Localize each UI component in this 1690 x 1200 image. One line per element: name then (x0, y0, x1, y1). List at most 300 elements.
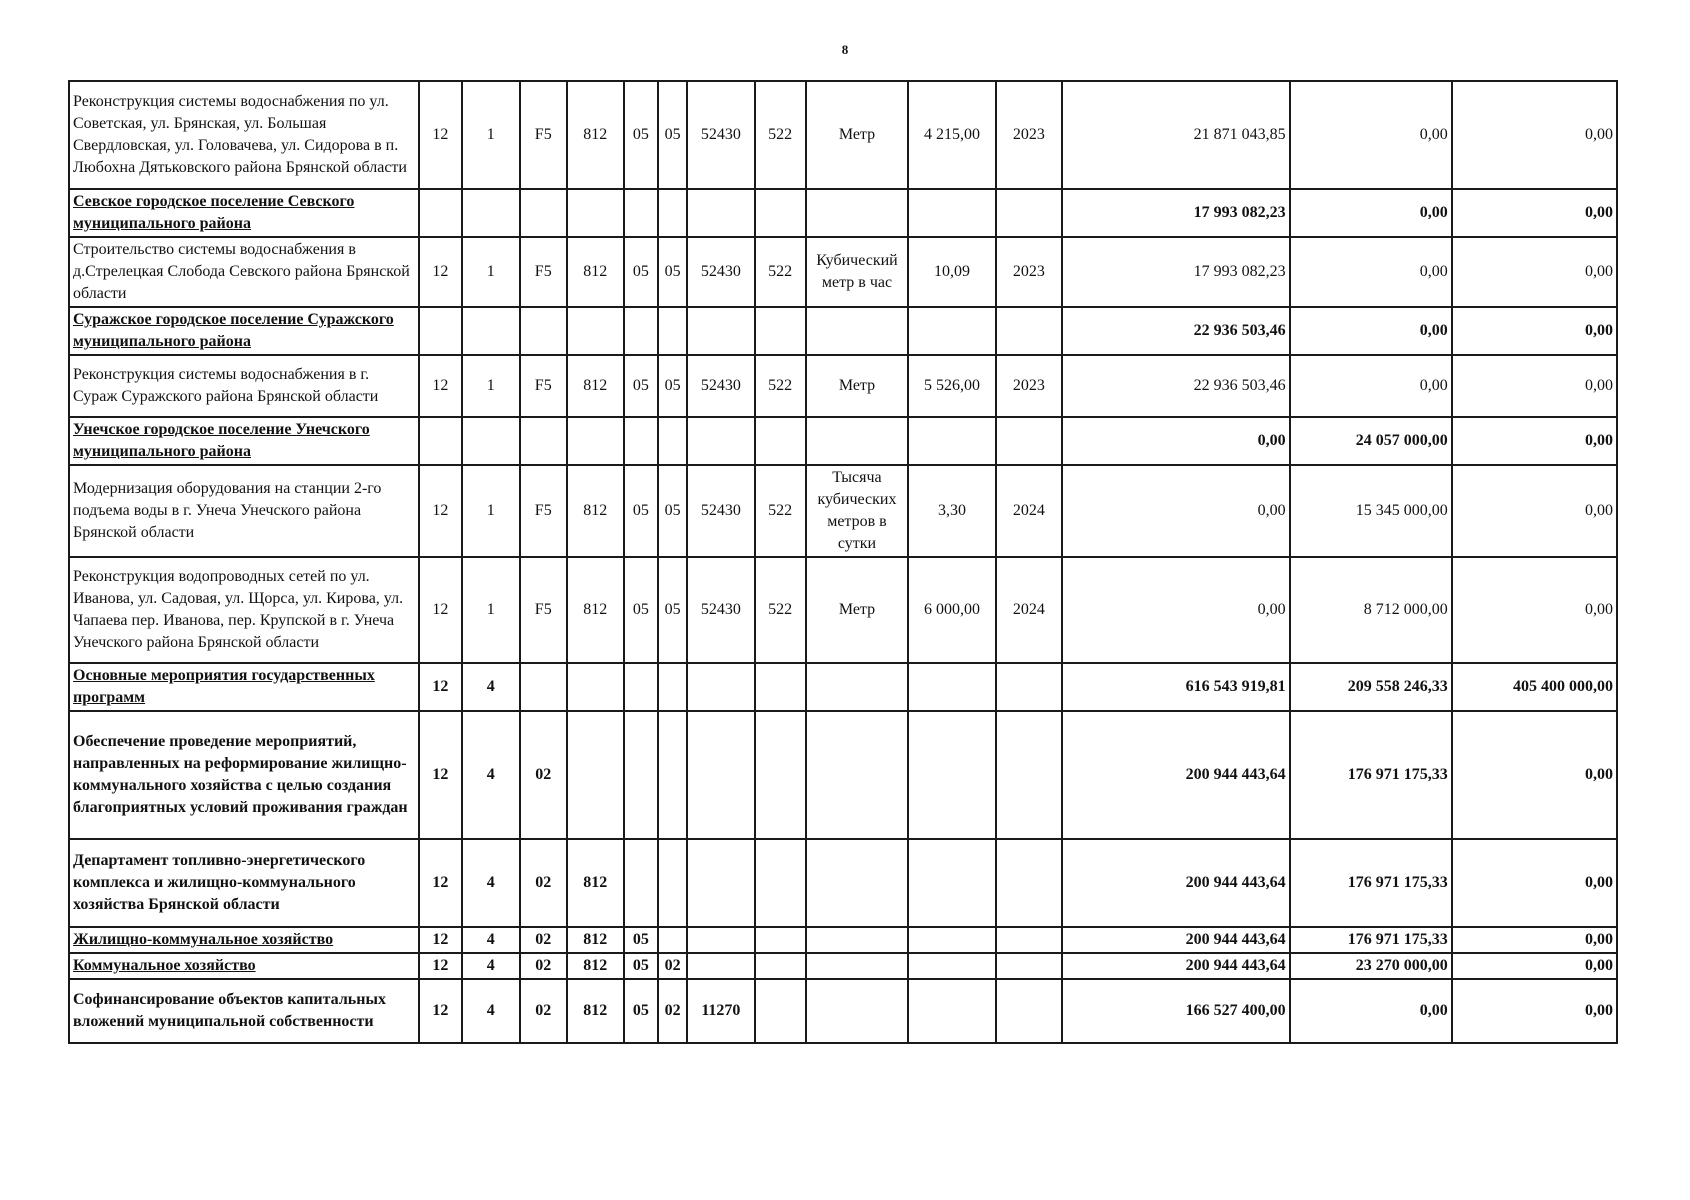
commissioning-year (996, 663, 1062, 711)
amount-2024 (1290, 839, 1452, 927)
row-name-text: Реконструкция водопроводных сетей по ул. Иванова, ул. Садовая, ул. Щорса, ул. Кирова, ул. Чапаева пер. Иванова, пер. Крупской в г. Унеча Унечского района Брянской области (73, 568, 404, 651)
amount-2025 (1452, 355, 1617, 417)
code-event-text: 02 (535, 766, 552, 783)
amount-2023 (1062, 81, 1290, 189)
row-name (69, 979, 419, 1043)
capacity-value (908, 307, 995, 355)
code-event (520, 663, 567, 711)
code-section (624, 711, 658, 839)
code-program-text: 12 (432, 1002, 449, 1019)
code-program-text: 12 (432, 931, 449, 948)
code-expense-type-text: 522 (768, 502, 793, 519)
code-subprogram-text: 1 (486, 126, 495, 143)
code-subprogram-text: 4 (486, 874, 495, 891)
table-row (69, 953, 1617, 979)
code-grbs-text: 812 (583, 377, 608, 394)
code-program-text: 12 (432, 126, 449, 143)
amount-2023 (1062, 189, 1290, 237)
code-section (624, 927, 658, 953)
code-subsection (658, 839, 687, 927)
capacity-value (908, 557, 995, 663)
code-section (624, 839, 658, 927)
code-section-text: 05 (632, 126, 649, 143)
code-subsection (658, 711, 687, 839)
amount-2025 (1452, 189, 1617, 237)
code-direction (687, 953, 755, 979)
capacity-value-text: 5 526,00 (924, 377, 981, 394)
unit-of-measure (806, 711, 909, 839)
commissioning-year (996, 355, 1062, 417)
table-row (69, 465, 1617, 557)
amount-2023-text: 21 871 043,85 (1193, 126, 1286, 143)
row-name (69, 355, 419, 417)
table-row (69, 355, 1617, 417)
code-direction (687, 307, 755, 355)
code-subsection (658, 927, 687, 953)
row-name-text: Строительство системы водоснабжения в д.Стрелецкая Слобода Севского района Брянской области (73, 241, 410, 302)
table-row (69, 839, 1617, 927)
row-name-text: Департамент топливно-энергетического комплекса и жилищно-коммунального хозяйства Брянской области (73, 852, 366, 913)
code-program (419, 81, 462, 189)
commissioning-year (996, 417, 1062, 465)
capacity-value (908, 711, 995, 839)
amount-2023 (1062, 417, 1290, 465)
code-event (520, 839, 567, 927)
table-row (69, 557, 1617, 663)
table-row (69, 927, 1617, 953)
table-row (69, 81, 1617, 189)
amount-2024-text: 176 971 175,33 (1347, 766, 1448, 783)
code-subprogram (462, 663, 520, 711)
amount-2023 (1062, 307, 1290, 355)
capacity-value (908, 663, 995, 711)
code-expense-type (755, 465, 806, 557)
unit-of-measure (806, 953, 909, 979)
code-event-text: 02 (535, 874, 552, 891)
code-program (419, 839, 462, 927)
commissioning-year (996, 953, 1062, 979)
amount-2025 (1452, 711, 1617, 839)
amount-2024 (1290, 307, 1452, 355)
code-program (419, 465, 462, 557)
code-expense-type (755, 663, 806, 711)
amount-2023-text: 200 944 443,64 (1185, 957, 1286, 974)
code-program-text: 12 (432, 766, 449, 783)
code-grbs-text: 812 (583, 502, 608, 519)
code-subprogram-text: 1 (486, 601, 495, 618)
amount-2023 (1062, 237, 1290, 307)
code-subprogram (462, 237, 520, 307)
code-direction (687, 81, 755, 189)
amount-2025-text: 405 400 000,00 (1513, 678, 1613, 695)
amount-2025 (1452, 979, 1617, 1043)
amount-2023-text: 166 527 400,00 (1185, 1002, 1286, 1019)
amount-2023-text: 200 944 443,64 (1185, 766, 1286, 783)
code-grbs (567, 839, 624, 927)
code-direction-text: 52430 (700, 377, 741, 394)
code-expense-type (755, 953, 806, 979)
commissioning-year (996, 189, 1062, 237)
code-expense-type (755, 307, 806, 355)
amount-2025 (1452, 663, 1617, 711)
code-subprogram (462, 711, 520, 839)
code-section (624, 189, 658, 237)
amount-2023 (1062, 557, 1290, 663)
amount-2024-text: 0,00 (1419, 204, 1448, 221)
code-subprogram (462, 839, 520, 927)
amount-2024-text: 0,00 (1419, 377, 1448, 394)
unit-of-measure (806, 307, 909, 355)
commissioning-year (996, 307, 1062, 355)
row-name-text: Коммунальное хозяйство (73, 957, 256, 974)
amount-2024 (1290, 557, 1452, 663)
code-expense-type-text: 522 (768, 263, 793, 280)
code-subsection (658, 189, 687, 237)
code-subsection-text: 05 (664, 601, 681, 618)
amount-2023-text: 17 993 082,23 (1193, 204, 1286, 221)
code-direction (687, 557, 755, 663)
code-subprogram (462, 81, 520, 189)
code-subsection (658, 557, 687, 663)
page-number: 8 (841, 42, 849, 57)
code-expense-type (755, 979, 806, 1043)
amount-2023 (1062, 979, 1290, 1043)
row-name-text: Реконструкция системы водоснабжения в г. Сураж Суражского района Брянской области (73, 366, 379, 405)
amount-2024 (1290, 979, 1452, 1043)
code-program (419, 355, 462, 417)
code-grbs-text: 812 (583, 601, 608, 618)
commissioning-year (996, 557, 1062, 663)
code-section-text: 05 (632, 601, 649, 618)
unit-of-measure-text: Кубический метр в час (816, 252, 898, 291)
row-name-text: Модернизация оборудования на станции 2-го подъема воды в г. Унеча Унечского района Брянской области (73, 480, 382, 541)
code-program (419, 417, 462, 465)
amount-2023-text: 200 944 443,64 (1185, 874, 1286, 891)
amount-2023 (1062, 465, 1290, 557)
code-direction (687, 237, 755, 307)
code-event-text: F5 (534, 601, 552, 618)
code-section (624, 557, 658, 663)
code-subprogram (462, 927, 520, 953)
capacity-value (908, 417, 995, 465)
row-name-text: Унечское городское поселение Унечского муниципального района (73, 421, 370, 460)
code-program-text: 12 (432, 377, 449, 394)
unit-of-measure (806, 81, 909, 189)
code-program (419, 307, 462, 355)
commissioning-year-text: 2023 (1012, 263, 1045, 280)
code-direction (687, 189, 755, 237)
code-subprogram-text: 1 (486, 502, 495, 519)
code-event (520, 307, 567, 355)
code-direction (687, 927, 755, 953)
code-section (624, 307, 658, 355)
code-subprogram-text: 4 (486, 957, 495, 974)
code-expense-type (755, 355, 806, 417)
amount-2025-text: 0,00 (1585, 957, 1613, 974)
row-name (69, 417, 419, 465)
code-direction-text: 11270 (701, 1002, 741, 1019)
code-expense-type (755, 927, 806, 953)
row-name (69, 953, 419, 979)
code-section (624, 979, 658, 1043)
amount-2025 (1452, 237, 1617, 307)
code-grbs (567, 237, 624, 307)
capacity-value (908, 189, 995, 237)
commissioning-year (996, 81, 1062, 189)
row-name (69, 839, 419, 927)
code-subprogram (462, 189, 520, 237)
code-subprogram (462, 979, 520, 1043)
row-name (69, 81, 419, 189)
code-section (624, 355, 658, 417)
capacity-value (908, 979, 995, 1043)
amount-2025 (1452, 927, 1617, 953)
unit-of-measure (806, 237, 909, 307)
amount-2024 (1290, 81, 1452, 189)
capacity-value-text: 3,30 (938, 502, 967, 519)
amount-2023-text: 22 936 503,46 (1193, 322, 1286, 339)
unit-of-measure (806, 465, 909, 557)
row-name (69, 557, 419, 663)
code-subsection (658, 355, 687, 417)
table-row (69, 417, 1617, 465)
code-section-text: 05 (632, 377, 649, 394)
amount-2025 (1452, 557, 1617, 663)
amount-2024 (1290, 663, 1452, 711)
code-program (419, 927, 462, 953)
code-subprogram-text: 1 (486, 263, 495, 280)
amount-2023-text: 17 993 082,23 (1193, 263, 1286, 280)
row-name-text: Суражское городское поселение Суражского муниципального района (73, 311, 394, 350)
code-event (520, 465, 567, 557)
row-name (69, 663, 419, 711)
code-grbs-text: 812 (583, 957, 608, 974)
code-subsection-text: 02 (664, 1002, 681, 1019)
amount-2025-text: 0,00 (1585, 502, 1613, 519)
amount-2023-text: 200 944 443,64 (1185, 931, 1286, 948)
code-direction-text: 52430 (700, 263, 741, 280)
row-name-text: Жилищно-коммунальное хозяйство (73, 931, 334, 948)
unit-of-measure (806, 417, 909, 465)
amount-2024 (1290, 417, 1452, 465)
code-expense-type-text: 522 (768, 377, 793, 394)
capacity-value (908, 953, 995, 979)
code-grbs (567, 979, 624, 1043)
capacity-value (908, 237, 995, 307)
code-event (520, 557, 567, 663)
code-subprogram (462, 417, 520, 465)
code-subsection (658, 953, 687, 979)
code-section-text: 05 (632, 263, 649, 280)
capacity-value (908, 355, 995, 417)
amount-2024-text: 209 558 246,33 (1347, 678, 1448, 695)
capacity-value-text: 10,09 (934, 263, 971, 280)
code-direction-text: 52430 (700, 126, 741, 143)
code-subsection (658, 465, 687, 557)
amount-2025-text: 0,00 (1585, 377, 1613, 394)
row-name-text: Основные мероприятия государственных программ (73, 667, 375, 706)
amount-2023 (1062, 663, 1290, 711)
amount-2025-text: 0,00 (1585, 126, 1613, 143)
unit-of-measure (806, 979, 909, 1043)
commissioning-year (996, 711, 1062, 839)
row-name (69, 927, 419, 953)
code-event-text: F5 (534, 502, 552, 519)
code-subprogram (462, 355, 520, 417)
code-grbs (567, 189, 624, 237)
amount-2024 (1290, 237, 1452, 307)
code-subprogram-text: 4 (486, 1002, 495, 1019)
code-section (624, 465, 658, 557)
amount-2024 (1290, 711, 1452, 839)
amount-2023 (1062, 953, 1290, 979)
capacity-value (908, 465, 995, 557)
code-program-text: 12 (432, 601, 449, 618)
row-name (69, 189, 419, 237)
code-section (624, 417, 658, 465)
code-event (520, 953, 567, 979)
code-expense-type (755, 711, 806, 839)
commissioning-year (996, 927, 1062, 953)
code-section-text: 05 (632, 502, 649, 519)
unit-of-measure (806, 355, 909, 417)
commissioning-year-text: 2024 (1012, 502, 1045, 519)
code-grbs (567, 81, 624, 189)
budget-table (68, 80, 1618, 1044)
code-grbs (567, 355, 624, 417)
code-subsection-text: 05 (664, 502, 681, 519)
amount-2025 (1452, 839, 1617, 927)
code-event (520, 417, 567, 465)
amount-2025-text: 0,00 (1585, 204, 1613, 221)
row-name (69, 307, 419, 355)
amount-2023 (1062, 355, 1290, 417)
code-direction (687, 663, 755, 711)
code-subsection-text: 05 (664, 126, 681, 143)
amount-2025-text: 0,00 (1585, 766, 1613, 783)
code-grbs (567, 711, 624, 839)
code-direction (687, 979, 755, 1043)
code-section (624, 81, 658, 189)
code-expense-type-text: 522 (768, 601, 793, 618)
code-subprogram (462, 953, 520, 979)
code-direction (687, 711, 755, 839)
code-program (419, 663, 462, 711)
amount-2024 (1290, 189, 1452, 237)
amount-2025 (1452, 465, 1617, 557)
code-grbs (567, 557, 624, 663)
code-subprogram-text: 4 (486, 678, 495, 695)
code-subsection (658, 417, 687, 465)
code-subsection-text: 05 (664, 263, 681, 280)
code-direction-text: 52430 (700, 502, 741, 519)
capacity-value-text: 4 215,00 (924, 126, 981, 143)
code-expense-type (755, 189, 806, 237)
code-program-text: 12 (432, 957, 449, 974)
unit-of-measure-text: Тысяча кубических метров в сутки (817, 469, 897, 552)
code-event-text: F5 (534, 377, 552, 394)
code-subsection (658, 237, 687, 307)
unit-of-measure (806, 927, 909, 953)
table-row (69, 979, 1617, 1043)
row-name-text: Обеспечение проведение мероприятий, направленных на реформирование жилищно-коммунального хозяйства с целью создания благоприятных условий проживания граждан (73, 733, 408, 816)
amount-2024-text: 176 971 175,33 (1347, 874, 1448, 891)
code-subsection (658, 663, 687, 711)
amount-2023 (1062, 839, 1290, 927)
unit-of-measure (806, 189, 909, 237)
code-subsection (658, 307, 687, 355)
code-section-text: 05 (632, 931, 649, 948)
code-event (520, 979, 567, 1043)
code-section-text: 05 (632, 957, 649, 974)
code-event (520, 927, 567, 953)
table-row (69, 237, 1617, 307)
amount-2024 (1290, 465, 1452, 557)
capacity-value (908, 927, 995, 953)
amount-2024-text: 176 971 175,33 (1347, 931, 1448, 948)
commissioning-year (996, 237, 1062, 307)
amount-2025 (1452, 307, 1617, 355)
amount-2025-text: 0,00 (1585, 263, 1613, 280)
code-section (624, 663, 658, 711)
code-program (419, 237, 462, 307)
code-section (624, 237, 658, 307)
code-subprogram (462, 465, 520, 557)
row-name (69, 465, 419, 557)
table-row (69, 711, 1617, 839)
code-expense-type (755, 81, 806, 189)
code-grbs-text: 812 (583, 931, 608, 948)
amount-2023-text: 22 936 503,46 (1193, 377, 1286, 394)
amount-2025-text: 0,00 (1585, 432, 1613, 449)
code-event (520, 81, 567, 189)
capacity-value (908, 81, 995, 189)
code-grbs (567, 953, 624, 979)
code-subprogram-text: 4 (486, 766, 495, 783)
amount-2024-text: 8 712 000,00 (1363, 601, 1448, 618)
code-grbs (567, 663, 624, 711)
commissioning-year-text: 2023 (1012, 377, 1045, 394)
code-direction-text: 52430 (700, 601, 741, 618)
code-event-text: 02 (535, 931, 552, 948)
unit-of-measure (806, 839, 909, 927)
amount-2023-text: 616 543 919,81 (1185, 678, 1286, 695)
table-row (69, 189, 1617, 237)
code-grbs (567, 417, 624, 465)
code-grbs-text: 812 (583, 874, 608, 891)
amount-2025-text: 0,00 (1585, 931, 1613, 948)
code-grbs-text: 812 (583, 126, 608, 143)
amount-2025 (1452, 953, 1617, 979)
code-subprogram-text: 4 (486, 931, 495, 948)
table-row (69, 307, 1617, 355)
amount-2025-text: 0,00 (1585, 874, 1613, 891)
code-event (520, 237, 567, 307)
unit-of-measure-text: Метр (838, 601, 876, 618)
amount-2025-text: 0,00 (1585, 322, 1613, 339)
row-name (69, 237, 419, 307)
code-program (419, 953, 462, 979)
code-event-text: 02 (535, 957, 552, 974)
code-grbs (567, 465, 624, 557)
unit-of-measure-text: Метр (838, 377, 876, 394)
amount-2024-text: 0,00 (1419, 322, 1448, 339)
amount-2025 (1452, 417, 1617, 465)
code-event-text: F5 (534, 263, 552, 280)
capacity-value (908, 839, 995, 927)
code-event-text: F5 (534, 126, 552, 143)
code-subprogram-text: 1 (486, 377, 495, 394)
